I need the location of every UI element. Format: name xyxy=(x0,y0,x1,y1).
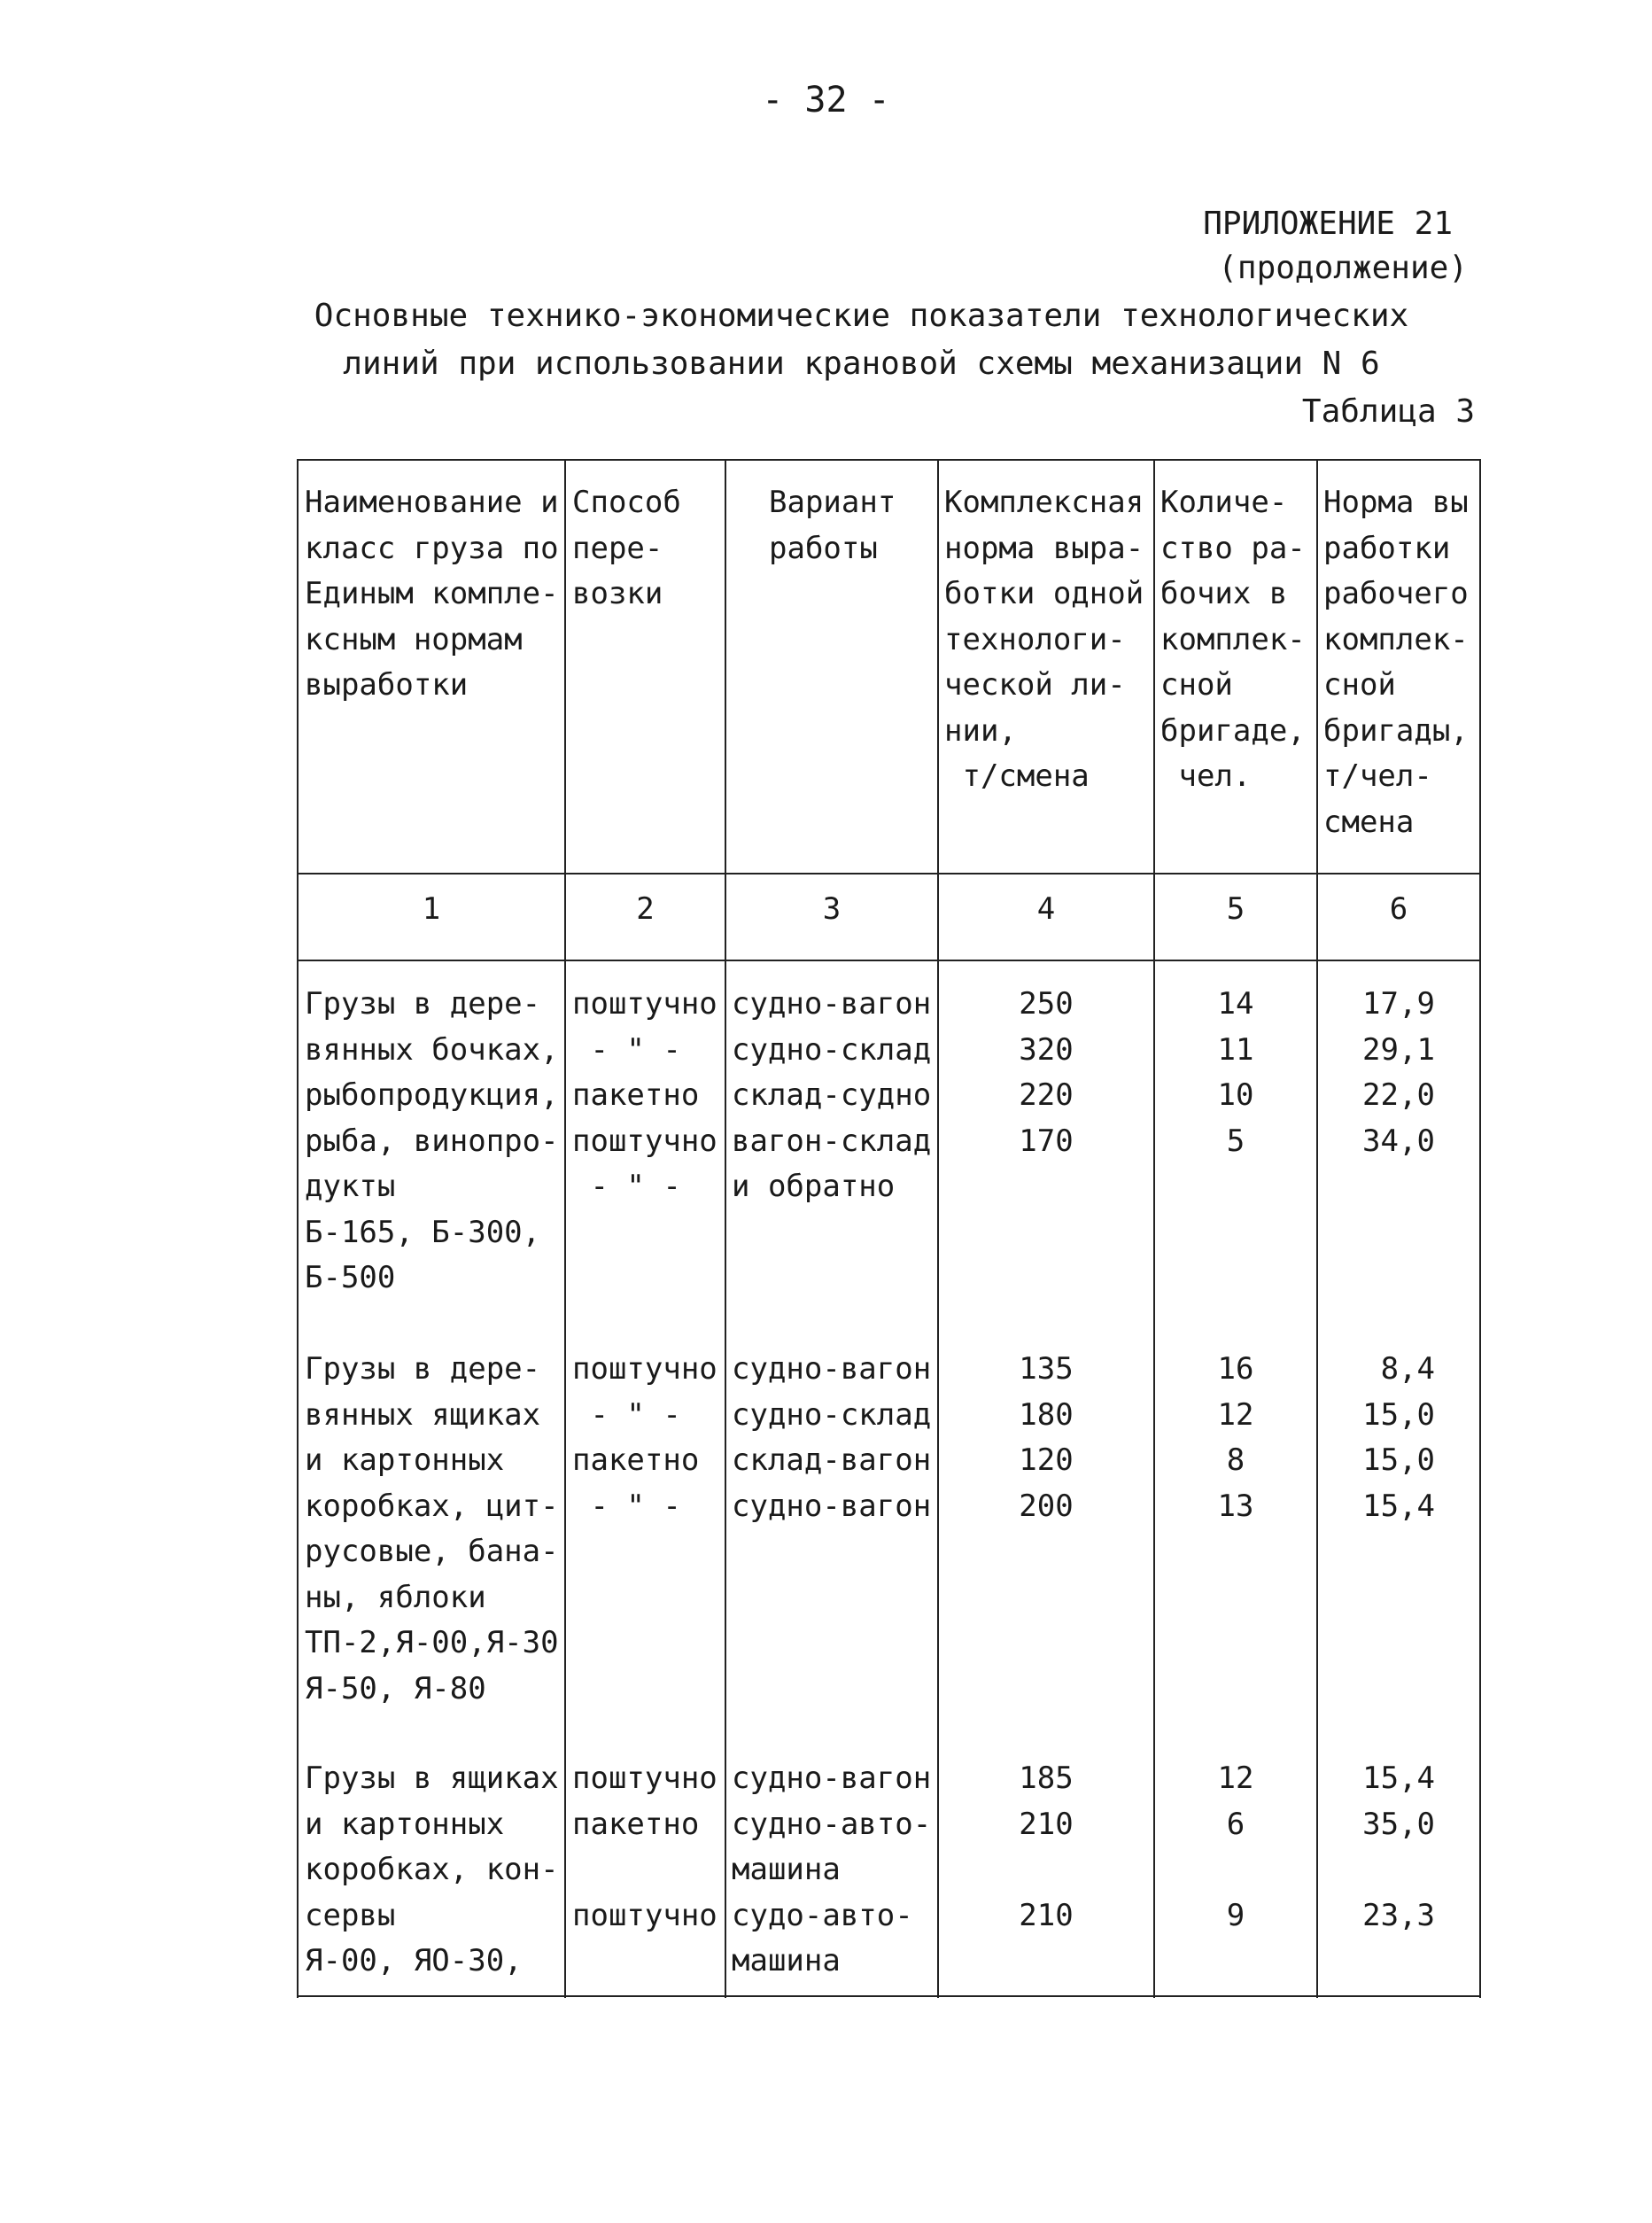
workers-cell: 16 12 8 13 xyxy=(1217,1351,1254,1524)
table-top-border xyxy=(297,459,1481,461)
header-worker-norm: Норма вы работки рабочего комплек- сной бригады, т/чел- смена xyxy=(1323,485,1469,840)
appendix-label: ПРИЛОЖЕНИЕ 21 xyxy=(1203,206,1453,242)
line-norm-cell: 185 210 210 xyxy=(1019,1761,1074,1933)
workers-cell: 14 11 10 5 xyxy=(1217,986,1254,1159)
table-number-label: Таблица 3 xyxy=(1301,393,1475,430)
column-border xyxy=(725,459,726,1998)
page-number: - 32 - xyxy=(762,80,890,120)
table-title-line-1: Основные технико-экономические показатели технологических xyxy=(314,298,1409,334)
column-border xyxy=(1479,459,1481,1998)
variant-cell: судно-вагон судно-склад склад-вагон судно-вагон xyxy=(732,1351,932,1524)
worker-norm-cell: 15,4 35,0 23,3 xyxy=(1362,1761,1435,1933)
column-number: 6 xyxy=(1389,891,1408,927)
column-border xyxy=(564,459,566,1998)
column-number: 2 xyxy=(636,891,655,927)
column-number: 4 xyxy=(1036,891,1056,927)
cargo-cell: Грузы в дере- вянных бочках, рыбопродукция, рыба, винопро- дукты Б-165, Б-300, Б-500 xyxy=(305,986,559,1295)
column-number: 3 xyxy=(822,891,842,927)
column-border xyxy=(297,459,299,1998)
column-number: 5 xyxy=(1226,891,1245,927)
method-cell: поштучно пакетно поштучно xyxy=(572,1761,717,1933)
worker-norm-cell: 17,9 29,1 22,0 34,0 xyxy=(1362,986,1435,1159)
workers-cell: 12 6 9 xyxy=(1217,1761,1254,1933)
continuation-label: (продолжение) xyxy=(1218,250,1468,286)
variant-cell: судно-вагон судно-склад склад-судно вагон-склад и обратно xyxy=(732,986,932,1204)
column-number-divider xyxy=(297,960,1481,961)
table-title-line-2: линий при использовании крановой схемы механизации N 6 xyxy=(343,346,1380,382)
header-divider xyxy=(297,873,1481,874)
line-norm-cell: 135 180 120 200 xyxy=(1019,1351,1074,1524)
column-number: 1 xyxy=(422,891,441,927)
header-work-variant: Вариант работы xyxy=(769,485,896,566)
header-cargo-name: Наименование и класс груза по Единым комплe- ксным нормам выработки xyxy=(305,485,559,703)
table-bottom-border xyxy=(297,1995,1481,1997)
header-line-norm: Комплексная норма выра- ботки одной технологи- ческой ли- нии, т/смена xyxy=(944,485,1144,794)
cargo-cell: Грузы в ящиках и картонных коробках, кон- сервы Я-00, ЯО-30, xyxy=(305,1761,559,1978)
method-cell: поштучно - " - пакетно - " - xyxy=(572,1351,717,1524)
variant-cell: судно-вагон судно-авто- машина судо-авто- машина xyxy=(732,1761,932,1978)
worker-norm-cell: 8,4 15,0 15,0 15,4 xyxy=(1362,1351,1435,1524)
cargo-cell: Грузы в дере- вянных ящиках и картонных коробках, цит- русовые, бана- ны, яблоки ТП-2,Я-00,Я-30 Я-50, Я-80 xyxy=(305,1351,559,1706)
method-cell: поштучно - " - пакетно поштучно - " - xyxy=(572,986,717,1204)
header-transport-method: Способ пере- возки xyxy=(572,485,681,611)
header-workers-count: Количе- ство ра- бочих в комплек- сной бригаде, чел. xyxy=(1160,485,1306,794)
line-norm-cell: 250 320 220 170 xyxy=(1019,986,1074,1159)
